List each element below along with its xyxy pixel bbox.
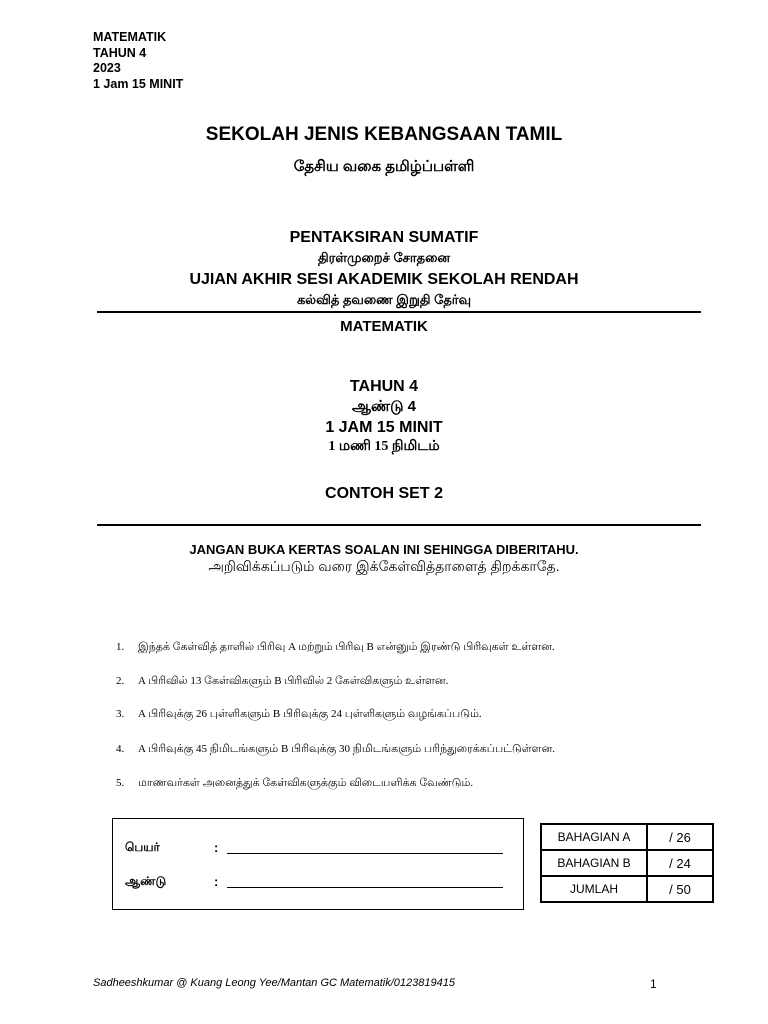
instruction-item	[116, 743, 716, 757]
exam-title-malay: PENTAKSIRAN SUMATIF	[289, 229, 479, 246]
class-colon: :	[214, 874, 219, 889]
instruction-text: இந்தக் கேள்வித் தாளில் பிரிவு A மற்றும் பிரிவு B என்னும் இரண்டு பிரிவுகள் உள்ளன.	[138, 641, 555, 653]
warning-tamil: அறிவிக்கப்படும் வரை இக்கேள்வித்தாளைத் திறக்காதே.	[208, 558, 560, 574]
warning-malay: JANGAN BUKA KERTAS SOALAN INI SEHINGGA DIBERITAHU.	[189, 542, 579, 557]
exam-duration-tamil: 1 மணி 15 நிமிடம்	[328, 439, 440, 454]
table-row	[541, 850, 713, 876]
instruction-number: 3.	[116, 708, 125, 720]
corner-duration: 1 Jam 15 MINIT	[93, 76, 184, 91]
student-info-box	[112, 818, 524, 910]
instruction-item	[116, 777, 716, 791]
footer-author: Sadheeshkumar @ Kuang Leong Yee/Mantan GC Matematik/0123819415	[93, 977, 455, 989]
exam-subject: MATEMATIK	[340, 318, 428, 335]
class-label: ஆண்டு	[125, 874, 167, 888]
page-number: 1	[650, 977, 657, 991]
exam-title-tamil: திரள்முறைச் சோதனை	[317, 250, 451, 265]
name-colon: :	[214, 840, 219, 855]
exam-set: CONTOH SET 2	[325, 485, 443, 502]
score-label: BAHAGIAN A	[541, 824, 647, 850]
name-label: பெயர்	[125, 840, 160, 854]
table-row	[541, 824, 713, 850]
exam-year-tamil: ஆண்டு 4	[352, 398, 416, 415]
school-name-malay: SEKOLAH JENIS KEBANGSAAN TAMIL	[205, 124, 563, 145]
instruction-number: 4.	[116, 743, 125, 755]
score-label: BAHAGIAN B	[541, 850, 647, 876]
instruction-number: 5.	[116, 777, 125, 789]
score-value[interactable]: / 24	[647, 850, 713, 876]
exam-session-tamil: கல்வித் தவணை இறுதி தேர்வு	[296, 292, 472, 307]
instruction-text: மாணவர்கள் அனைத்துக் கேள்விகளுக்கும் விடையளிக்க வேண்டும்.	[138, 777, 474, 789]
score-label: JUMLAH	[541, 876, 647, 902]
score-value[interactable]: / 50	[647, 876, 713, 902]
school-name-tamil: தேசிய வகை தமிழ்ப்பள்ளி	[293, 158, 475, 175]
exam-year-malay: TAHUN 4	[349, 378, 419, 395]
instruction-number: 2.	[116, 675, 125, 687]
score-table	[540, 823, 714, 903]
name-field[interactable]	[227, 853, 503, 854]
corner-subject: MATEMATIK	[93, 30, 167, 44]
instruction-text: A பிரிவில் 13 கேள்விகளும் B பிரிவில் 2 கேள்விகளும் உள்ளன.	[138, 675, 449, 687]
score-value[interactable]: / 26	[647, 824, 713, 850]
corner-exam-year: 2023	[93, 61, 121, 75]
instruction-item	[116, 641, 716, 655]
instruction-text: A பிரிவுக்கு 45 நிமிடங்களும் B பிரிவுக்கு 30 நிமிடங்களும் பரிந்துரைக்கப்பட்டுள்ளன.	[138, 743, 556, 755]
exam-duration-malay: 1 JAM 15 MINIT	[325, 419, 443, 436]
corner-year: TAHUN 4	[93, 45, 147, 60]
instruction-number: 1.	[116, 641, 125, 653]
table-row	[541, 876, 713, 902]
exam-session-malay: UJIAN AKHIR SESI AKADEMIK SEKOLAH RENDAH	[189, 271, 579, 288]
corner-header	[93, 30, 183, 92]
top-divider	[97, 311, 701, 313]
bottom-divider	[97, 524, 701, 526]
instruction-item	[116, 675, 716, 689]
instruction-text: A பிரிவுக்கு 26 புள்ளிகளும் B பிரிவுக்கு 24 புள்ளிகளும் வழங்கப்படும்.	[138, 708, 482, 720]
instruction-item	[116, 708, 716, 722]
class-field[interactable]	[227, 887, 503, 888]
